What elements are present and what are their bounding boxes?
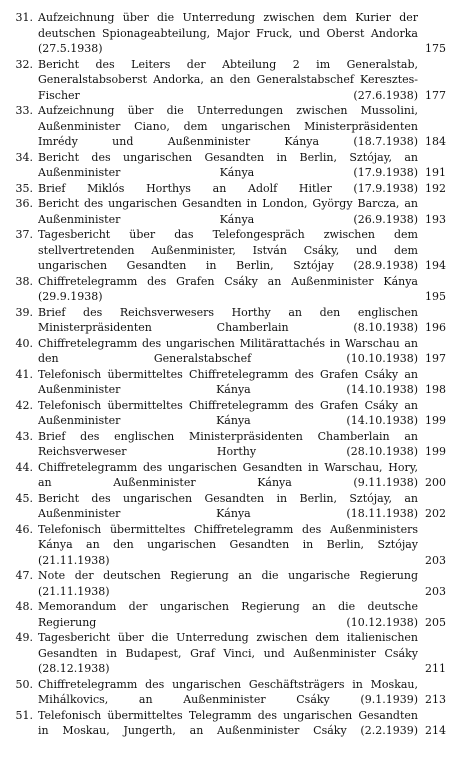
toc-entry-title: Brief des Reichsverwesers Horthy an den englischen Ministerpräsidenten Chamberlain (8.10.1938)	[38, 305, 418, 334]
toc-entry-body	[38, 460, 446, 491]
toc-entry	[10, 599, 446, 630]
toc-entry-body	[38, 10, 446, 57]
toc-entry-body	[38, 367, 446, 398]
toc-entry	[10, 336, 446, 367]
toc-entry-page-number: 213	[425, 693, 446, 706]
toc-entry-page-number: 202	[425, 507, 446, 520]
toc-entry-number: 43.	[15, 429, 33, 443]
toc-entry-title-block	[38, 274, 418, 305]
toc-entry-number: 34.	[15, 150, 33, 164]
toc-entry-title-block	[38, 150, 418, 181]
toc-entry-title-block	[38, 522, 418, 569]
toc-entry-body	[38, 57, 446, 104]
toc-entry-title-block	[38, 367, 418, 398]
toc-entry-number: 33.	[15, 104, 33, 117]
toc-entry-title: Bericht des ungarischen Gesandten in Berlin, Sztójay, an Außenminister Kánya (17.9.1938)	[38, 150, 418, 179]
toc-entry-title-block	[38, 10, 418, 57]
toc-entry-body	[38, 274, 446, 305]
toc-entry-page-number: 200	[425, 476, 446, 489]
toc-entry-title-wrap	[38, 196, 418, 227]
toc-entry-number: 32.	[15, 57, 33, 71]
toc-entry-page-number: 177	[425, 88, 446, 102]
toc-entry-number: 37.	[15, 228, 33, 241]
toc-entry-title: Bericht des ungarischen Gesandten in London, György Barcza, an Außenminister Kánya (26.9.1938)	[38, 197, 418, 226]
toc-entry	[10, 227, 446, 274]
toc-entry-page-number: 197	[425, 352, 446, 365]
toc-entry	[10, 630, 446, 677]
toc-entry-title: Telefonisch übermitteltes Chiffretelegramm des Außenministers Kánya an den ungarischen Gesandten in Berlin, Sztójay (21.11.1938)	[38, 522, 418, 567]
toc-entry-body	[38, 568, 446, 599]
toc-entry-title-wrap	[38, 630, 418, 677]
toc-entry	[10, 708, 446, 739]
toc-entry-title-wrap	[38, 227, 418, 274]
toc-entry-body	[38, 708, 446, 739]
toc-entry-body	[38, 522, 446, 569]
toc-entry	[10, 429, 446, 460]
toc-entry-page-number: 195	[425, 290, 446, 303]
toc-entry-page-number: 192	[425, 181, 446, 195]
toc-entry-body	[38, 103, 446, 150]
toc-entry-number: 42.	[15, 398, 33, 412]
toc-entry-title: Telefonisch übermitteltes Telegramm des ungarischen Gesandten in Moskau, Jungerth, an Außenminister Csáky (2.2.1939)	[38, 708, 418, 737]
toc-entry-title-wrap	[38, 336, 418, 367]
toc-entry-title-wrap	[38, 57, 418, 104]
toc-entry-title-wrap	[38, 10, 418, 57]
toc-entry-title-wrap	[38, 398, 418, 429]
toc-entry-title: Brief Miklós Horthys an Adolf Hitler (17.9.1938)	[38, 181, 418, 195]
toc-entry-title: Tagesbericht über das Telefongespräch zwischen dem stellvertretenden Außenminister, István Csáky, und dem ungarischen Gesandten in Berlin, Sztójay (28.9.1938)	[38, 228, 418, 272]
toc-entry-title-block	[38, 599, 418, 630]
toc-entry-page-number: 196	[425, 321, 446, 334]
toc-entry-title-wrap	[38, 677, 418, 708]
toc-entry-number: 38.	[15, 274, 33, 288]
toc-entry-number: 48.	[15, 600, 33, 613]
toc-entry-title-wrap	[38, 429, 418, 460]
toc-entry	[10, 10, 446, 57]
toc-entry-title-block	[38, 460, 418, 491]
toc-entry-title-wrap	[38, 522, 418, 569]
toc-entry-title-wrap	[38, 708, 418, 739]
toc-entry-page-number: 193	[425, 212, 446, 226]
toc-entry-page-number: 203	[425, 553, 446, 567]
toc-entry-number: 46.	[15, 522, 33, 536]
toc-entry-title-block	[38, 196, 418, 227]
toc-entry-body	[38, 599, 446, 630]
toc-entry-title-block	[38, 398, 418, 429]
toc-entry-number: 36.	[15, 197, 33, 210]
toc-entry-title-block	[38, 491, 418, 522]
toc-entry	[10, 568, 446, 599]
toc-entry-title-wrap	[38, 568, 418, 599]
toc-entry-title-wrap	[38, 491, 418, 522]
toc-entry-title: Aufzeichnung über die Unterredung zwischen dem Kurier der deutschen Spionageabteilung, Major Fruck, und Oberst Andorka (27.5.1938)	[38, 11, 418, 55]
toc-entry	[10, 150, 446, 181]
toc-entry-title: Chiffretelegramm des ungarischen Gesandten in Warschau, Hory, an Außenminister Kánya (9.11.1938)	[38, 460, 418, 489]
toc-entry-title: Brief des englischen Ministerpräsidenten Chamberlain an Reichsverweser Horthy (28.10.1938)	[38, 429, 418, 458]
toc-entry-number: 47.	[15, 569, 33, 582]
toc-entry-body	[38, 196, 446, 227]
toc-entry-title: Tagesbericht über die Unterredung zwischen dem italienischen Gesandten in Budapest, Graf Vinci, und Außenminister Csáky (28.12.1938)	[38, 631, 418, 675]
toc-entry-title-block	[38, 336, 418, 367]
toc-entry-title: Chiffretelegramm des ungarischen Geschäftsträgers in Moskau, Mihálkovics, an Außenminister Csáky (9.1.1939)	[38, 677, 418, 706]
toc-entry-page-number: 191	[425, 166, 446, 179]
toc-entry-title-wrap	[38, 460, 418, 491]
toc-entry-title-wrap	[38, 274, 418, 305]
toc-entry	[10, 196, 446, 227]
toc-entry-title-wrap	[38, 599, 418, 630]
toc-entry	[10, 460, 446, 491]
toc-entry-title: Chiffretelegramm des ungarischen Militärattachés in Warschau an den Generalstabschef (10.10.1938)	[38, 336, 418, 365]
toc-entry-title-wrap	[38, 181, 418, 197]
toc-entry-page-number: 198	[425, 383, 446, 396]
toc-entry-body	[38, 429, 446, 460]
toc-entry-body	[38, 227, 446, 274]
toc-entry-number: 44.	[15, 460, 33, 474]
toc-entry-body	[38, 491, 446, 522]
toc-entry-title-block	[38, 429, 418, 460]
toc-entry-title-wrap	[38, 150, 418, 181]
toc-entry-title-block	[38, 305, 418, 336]
toc-entry	[10, 103, 446, 150]
toc-entry-title: Telefonisch übermitteltes Chiffretelegramm des Grafen Csáky an Außenminister Kánya (14.10.1938)	[38, 367, 418, 396]
toc-entry-page-number: 211	[425, 662, 446, 675]
toc-entry-body	[38, 305, 446, 336]
toc-entry-body	[38, 630, 446, 677]
toc-entry	[10, 398, 446, 429]
toc-entry-title: Bericht des Leiters der Abteilung 2 im Generalstab, Generalstabsoberst Andorka, an den Generalstabschef Keresztes-Fischer (27.6.1938)	[38, 57, 418, 102]
toc-entry-number: 41.	[15, 367, 33, 381]
toc-entry-number: 39.	[15, 305, 33, 319]
toc-entry-page-number: 194	[425, 259, 446, 272]
toc-entry-title: Aufzeichnung über die Unterredungen zwischen Mussolini, Außenminister Ciano, dem ungarischen Ministerpräsidenten Imrédy und Außenminister Kánya (18.7.1938)	[38, 104, 418, 148]
toc-entry-title-wrap	[38, 367, 418, 398]
toc-entry-title: Bericht des ungarischen Gesandten in Berlin, Sztójay, an Außenminister Kánya (18.11.1938)	[38, 491, 418, 520]
toc-entry-body	[38, 181, 446, 197]
toc-entry-title: Chiffretelegramm des Grafen Csáky an Außenminister Kánya (29.9.1938)	[38, 274, 418, 303]
toc-entry	[10, 491, 446, 522]
toc-entry-title: Telefonisch übermitteltes Chiffretelegramm des Grafen Csáky an Außenminister Kánya (14.10.1938)	[38, 398, 418, 427]
toc-entry	[10, 305, 446, 336]
toc-entry	[10, 677, 446, 708]
toc-entry-number: 35.	[15, 181, 33, 195]
toc-entry	[10, 274, 446, 305]
toc-entry-number: 50.	[15, 677, 33, 691]
toc-entry-page-number: 184	[425, 135, 446, 148]
toc-entry-body	[38, 336, 446, 367]
toc-entry-number: 31.	[15, 11, 33, 24]
toc-entry-title-block	[38, 568, 418, 599]
toc-entry-page-number: 199	[425, 445, 446, 458]
toc-entry-title-block	[38, 103, 418, 150]
toc-entry-title-block	[38, 677, 418, 708]
toc-entry-title-block	[38, 227, 418, 274]
toc-entry-number: 45.	[15, 491, 33, 505]
toc-entry-title-block	[38, 181, 418, 197]
toc-entry-title-block	[38, 708, 418, 739]
toc-entry-title-block	[38, 57, 418, 104]
toc-entry-number: 51.	[15, 708, 33, 722]
toc-entry-body	[38, 398, 446, 429]
toc-entry	[10, 181, 446, 197]
toc-entry	[10, 522, 446, 569]
toc-entry-number: 40.	[15, 336, 33, 350]
toc-entry-page-number: 214	[425, 724, 446, 737]
toc-entry-title-wrap	[38, 305, 418, 336]
toc-entry-page-number: 205	[425, 615, 446, 629]
toc-entry-body	[38, 150, 446, 181]
toc-entry	[10, 57, 446, 104]
toc-entry-title: Memorandum der ungarischen Regierung an die deutsche Regierung (10.12.1938)	[38, 600, 418, 629]
toc-entry-page-number: 199	[425, 414, 446, 427]
toc-entry-title-block	[38, 630, 418, 677]
toc-entry-number: 49.	[15, 631, 33, 644]
toc-entry	[10, 367, 446, 398]
toc-entry-page-number: 203	[425, 584, 446, 598]
toc-entry-page-number: 175	[425, 42, 446, 55]
toc-entry-title-wrap	[38, 103, 418, 150]
toc-entry-title: Note der deutschen Regierung an die ungarische Regierung (21.11.1938)	[38, 569, 418, 598]
toc-entry-body	[38, 677, 446, 708]
